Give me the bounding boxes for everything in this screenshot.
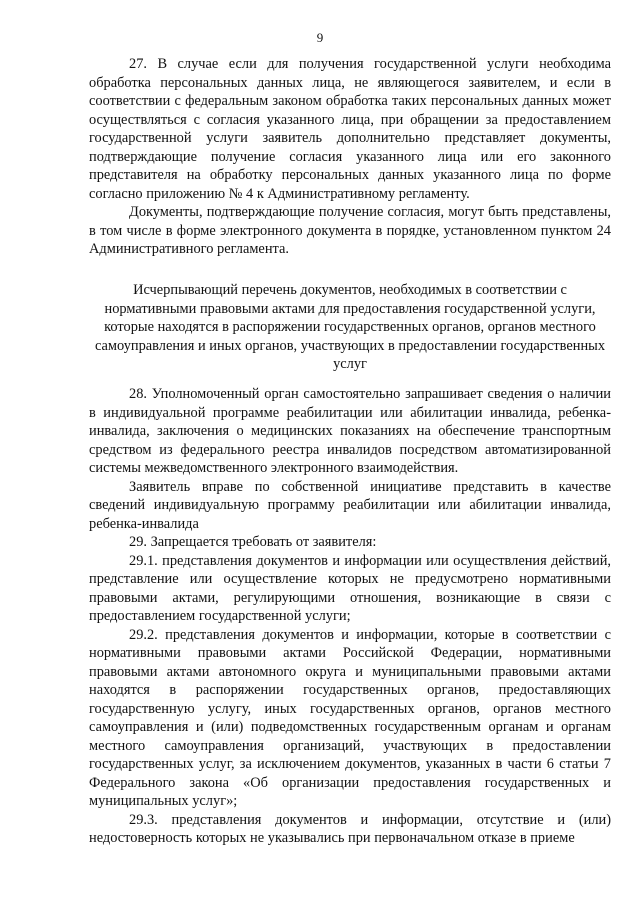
- paragraph-29-2: 29.2. представления документов и информации, которые в соответствии с нормативными правовыми актами Российской Федерации, нормативными правовыми актами автономного округа и муниципальными правовыми актами находятся в распоряжении государственных органов, предоставляющих государственную услугу, иных государственных органов, органов местного самоуправления и (или) подведомственных государственным органам и органам местного самоуправления организаций, участвующих в предоставлении государственных услуг, за исключением документов, указанных в части 6 статьи 7 Федерального закона «Об организации предоставления государственных и муниципальных услуг»;: [89, 626, 611, 809]
- paragraph-applicant-right: Заявитель вправе по собственной инициативе представить в качестве сведений индивидуальную программу реабилитации или абилитации инвалида, ребенка-инвалида: [89, 478, 611, 532]
- paragraph-29-3: 29.3. представления документов и информации, отсутствие и (или) недостоверность которых не указывались при первоначальном отказе в приеме: [89, 811, 611, 846]
- section-27: [89, 55, 611, 259]
- paragraph-28: 28. Уполномоченный орган самостоятельно запрашивает сведения о наличии в индивидуальной программе реабилитации или абилитации инвалида, ребенка-инвалида, заключения о медицинских показаниях на обеспечение транспортным средством из федерального реестра инвалидов посредством автоматизированной системы межведомственного электронного взаимодействия.: [89, 386, 611, 476]
- paragraph-27: 27. В случае если для получения государственной услуги необходима обработка персональных данных лица, не являющегося заявителем, и если в соответствии с федеральным законом обработка таких персональных данных может осуществляться с согласия указанного лица, при обращении за предоставлением государственной услуги заявитель дополнительно представляет документы, подтверждающие получение согласия указанного лица или его законного представителя на обработку персональных данных указанного лица по форме согласно приложению № 4 к Административному регламенту.: [89, 56, 611, 202]
- page-number: 9: [316, 30, 324, 45]
- paragraph-29: 29. Запрещается требовать от заявителя:: [129, 534, 377, 550]
- section-heading: Исчерпывающий перечень документов, необходимых в соответствии с нормативными правовыми актами для предоставления государственной услуги, которые находятся в распоряжении государственных органов, органов местного самоуправления и иных органов, участвующих в предоставлении государственных услуг: [94, 282, 606, 372]
- paragraph-consent-documents: Документы, подтверждающие получение согласия, могут быть представлены, в том числе в форме электронного документа в порядке, установленном пунктом 24 Административного регламента.: [89, 204, 611, 257]
- section-heading-block: [89, 281, 611, 374]
- paragraph-29-1: 29.1. представления документов и информации или осуществления действий, представление или осуществление которых не предусмотрено нормативными правовыми актами, регулирующими отношения, возникающие в связи с предоставлением государственной услуги;: [89, 552, 611, 624]
- section-28-29: [89, 385, 611, 848]
